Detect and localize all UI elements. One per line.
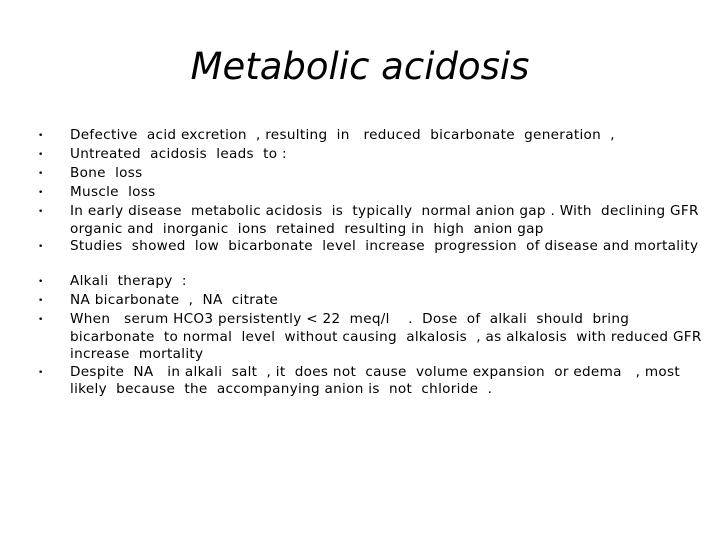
bullet-text: Defective acid excretion , resulting in reduced bicarbonate generation , (70, 127, 615, 143)
list-item (38, 165, 708, 184)
list-item (38, 127, 708, 146)
slide-title: Metabolic acidosis (190, 45, 530, 88)
list-item (38, 311, 720, 364)
bullet-icon: • (38, 296, 44, 306)
bullet-text: When serum HCO3 persistently < 22 meq/l . Dose of alkali should bring bicarbonate to normal level without causing alkalosis , as alkalosis with reduced GFR increase mortality (70, 311, 720, 362)
bullet-icon: • (38, 207, 44, 217)
list-item (38, 273, 708, 292)
bullet-icon: • (38, 169, 44, 179)
bullet-icon: • (38, 242, 44, 252)
bullet-text: Muscle loss (70, 184, 156, 200)
bullet-text: In early disease metabolic acidosis is typically normal anion gap . With declining GFR organic and inorganic ions retained resulting in high anion gap (70, 203, 713, 237)
bullet-icon: • (38, 150, 44, 160)
list-item (38, 146, 708, 165)
bullet-text: Untreated acidosis leads to : (70, 146, 287, 162)
list-item (38, 203, 713, 238)
bullet-text: Alkali therapy : (70, 273, 187, 289)
bullet-text: Bone loss (70, 165, 143, 181)
bullet-text: Studies showed low bicarbonate level increase progression of disease and mortality (70, 238, 699, 254)
bullet-icon: • (38, 315, 44, 325)
bullet-icon: • (38, 131, 44, 141)
bullet-icon: • (38, 367, 44, 378)
bullet-list (38, 127, 720, 399)
bullet-text: Despite NA in alkali salt , it does not cause volume expansion or edema , most likely because the accompanying anion is not chloride . (70, 363, 685, 397)
list-item (38, 364, 708, 399)
bullet-text: NA bicarbonate , NA citrate (70, 292, 279, 308)
bullet-icon: • (38, 277, 44, 287)
list-item (38, 184, 708, 203)
list-item (38, 238, 708, 257)
list-item (38, 292, 708, 311)
bullet-icon: • (38, 188, 44, 198)
